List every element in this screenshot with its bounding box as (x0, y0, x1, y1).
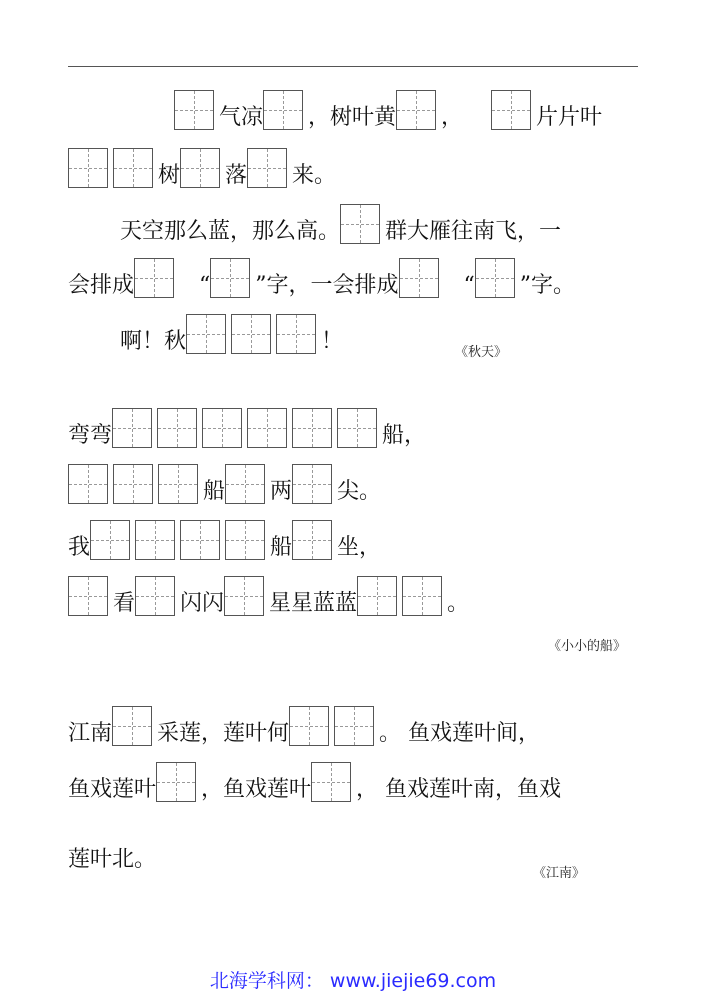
answer-box[interactable] (225, 520, 265, 560)
answer-box[interactable] (113, 464, 153, 504)
p2-line-3 (68, 518, 381, 560)
p1-line-2 (68, 146, 336, 188)
answer-box[interactable] (247, 408, 287, 448)
p3-line-1 (68, 704, 540, 746)
answer-box[interactable] (357, 576, 397, 616)
answer-box[interactable] (247, 148, 287, 188)
text: 莲叶北。 (68, 847, 157, 872)
answer-box[interactable] (225, 464, 265, 504)
answer-box[interactable] (135, 520, 175, 560)
p2-line-4 (68, 574, 469, 616)
p3-line-3 (68, 830, 156, 872)
text: 我 (68, 535, 91, 560)
source-title: 《小小的船》 (548, 639, 627, 654)
answer-box[interactable] (186, 314, 226, 354)
answer-box[interactable] (475, 258, 515, 298)
text: 气凉 (219, 105, 264, 130)
text: 两 (270, 479, 293, 504)
text: ”字。 (519, 273, 576, 298)
text: 会排成 (68, 273, 135, 298)
answer-box[interactable] (292, 408, 332, 448)
answer-box[interactable] (202, 408, 242, 448)
answer-box[interactable] (90, 520, 130, 560)
answer-box[interactable] (157, 408, 197, 448)
answer-box[interactable] (135, 576, 175, 616)
answer-box[interactable] (112, 706, 152, 746)
answer-box[interactable] (292, 464, 332, 504)
answer-box[interactable] (399, 258, 439, 298)
text: 船， (382, 423, 427, 448)
answer-box[interactable] (68, 464, 108, 504)
text: “ (463, 273, 475, 298)
text: 啊！秋 (120, 329, 187, 354)
answer-box[interactable] (158, 464, 198, 504)
answer-box[interactable] (276, 314, 316, 354)
answer-box[interactable] (337, 408, 377, 448)
text: 片片叶 (536, 105, 603, 130)
answer-box[interactable] (224, 576, 264, 616)
text: 星星蓝蓝 (269, 591, 358, 616)
answer-box[interactable] (156, 762, 196, 802)
text: 尖。 (337, 479, 382, 504)
footer-watermark: 北海学科网： www.jiejie69.com (209, 970, 497, 992)
text: ， 鱼戏莲叶南，鱼戏 (356, 777, 562, 802)
text: 落 (225, 163, 248, 188)
top-rule (68, 66, 638, 67)
text: 弯弯 (68, 423, 113, 448)
source-title: 《秋天》 (455, 345, 508, 360)
answer-box[interactable] (68, 148, 108, 188)
text: 船 (203, 479, 226, 504)
answer-box[interactable] (340, 204, 380, 244)
answer-box[interactable] (491, 90, 531, 130)
answer-box[interactable] (180, 520, 220, 560)
p1-line-4 (68, 256, 575, 298)
text: 采莲，莲叶何 (157, 721, 290, 746)
text: 闪闪 (180, 591, 225, 616)
text: “ (199, 273, 211, 298)
text: 树 (158, 163, 181, 188)
text: ， (441, 105, 464, 130)
source-title: 《江南》 (533, 866, 586, 881)
answer-box[interactable] (289, 706, 329, 746)
answer-box[interactable] (231, 314, 271, 354)
p1-line-1 (174, 88, 602, 130)
text: 。 (447, 591, 470, 616)
answer-box[interactable] (134, 258, 174, 298)
answer-box[interactable] (402, 576, 442, 616)
p1-line-5 (120, 312, 343, 354)
text: 天空那么蓝，那么高。 (120, 219, 341, 244)
answer-box[interactable] (113, 148, 153, 188)
text: ”字，一会排成 (255, 273, 399, 298)
p1-line-3 (120, 202, 561, 244)
p2-line-2 (68, 462, 381, 504)
answer-box[interactable] (112, 408, 152, 448)
text: 鱼戏莲叶 (68, 777, 157, 802)
text: ，树叶黄 (308, 105, 397, 130)
text: 看 (113, 591, 136, 616)
text: 来。 (292, 163, 337, 188)
text: ，鱼戏莲叶 (201, 777, 312, 802)
answer-box[interactable] (311, 762, 351, 802)
answer-box[interactable] (396, 90, 436, 130)
answer-box[interactable] (210, 258, 250, 298)
answer-box[interactable] (292, 520, 332, 560)
text: 坐， (337, 535, 382, 560)
answer-box[interactable] (334, 706, 374, 746)
text: 。 鱼戏莲叶间， (379, 721, 541, 746)
answer-box[interactable] (180, 148, 220, 188)
p3-line-2 (68, 760, 561, 802)
text: 船 (270, 535, 293, 560)
text: ！ (321, 329, 344, 354)
text: 群大雁往南飞，一 (385, 219, 562, 244)
answer-box[interactable] (68, 576, 108, 616)
answer-box[interactable] (174, 90, 214, 130)
answer-box[interactable] (263, 90, 303, 130)
p2-line-1 (68, 406, 426, 448)
text: 江南 (68, 721, 113, 746)
